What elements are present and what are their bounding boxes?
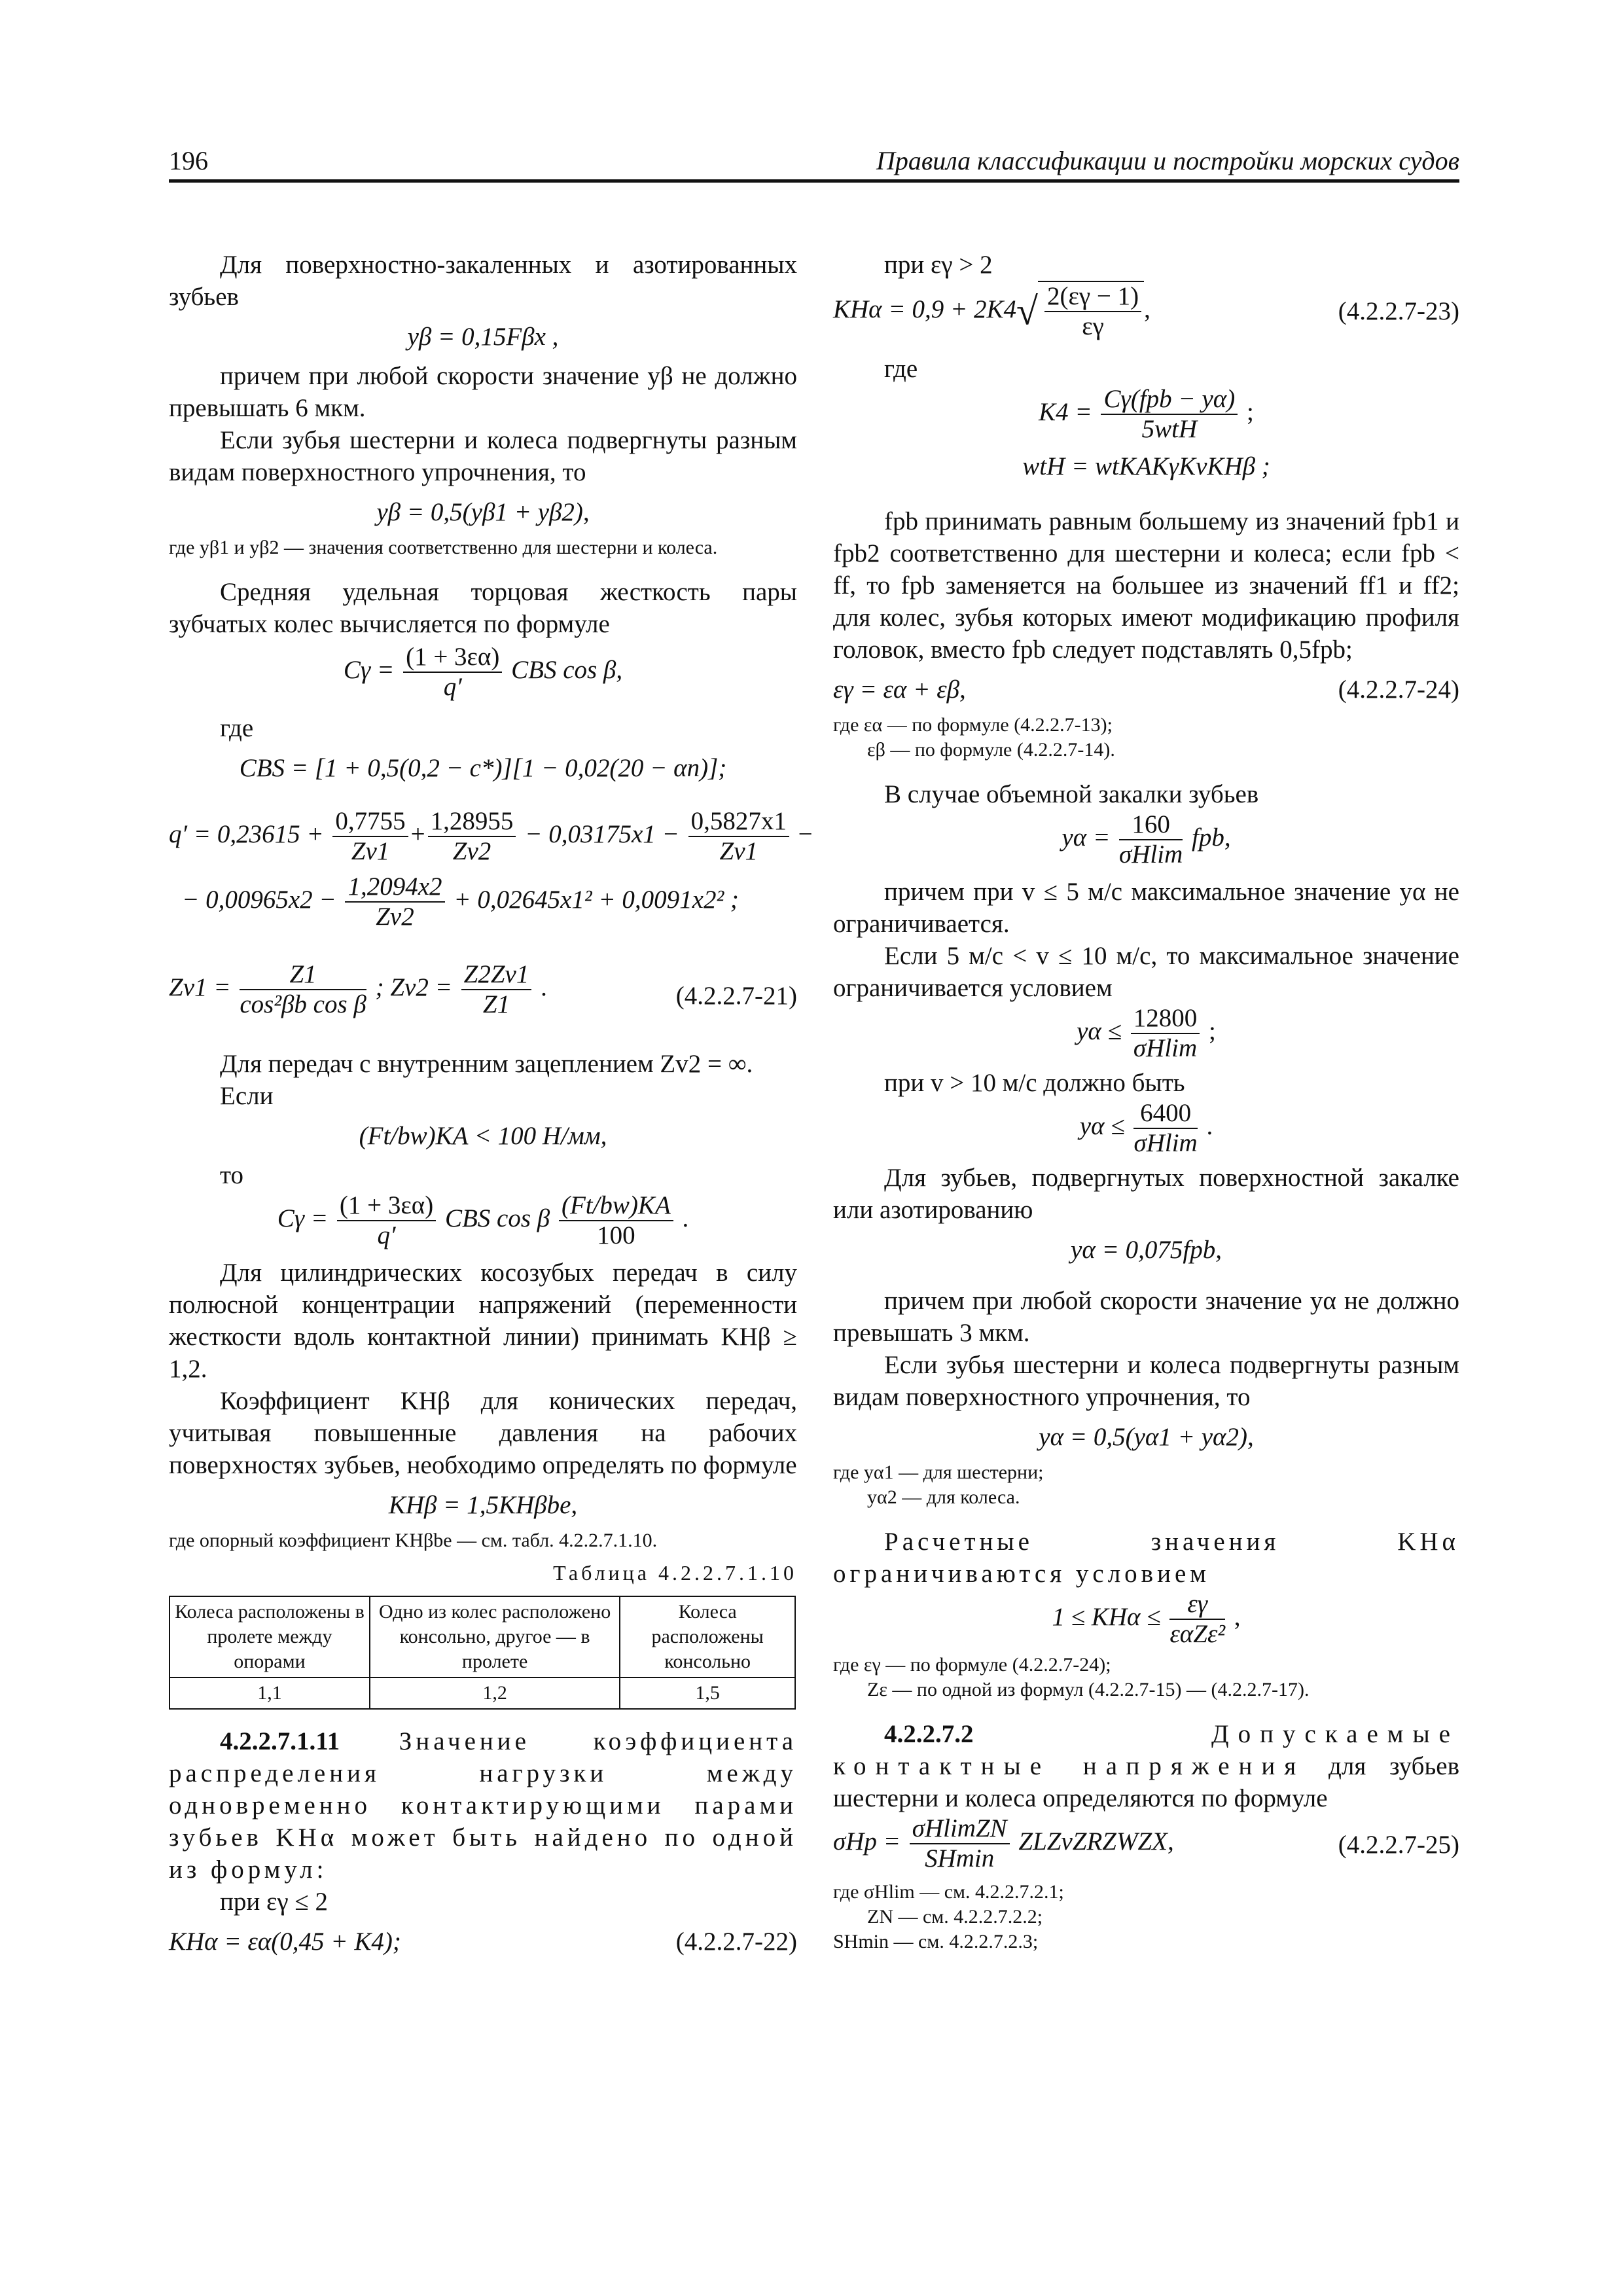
section-paragraph: 4.2.2.7.1.11 Значение коэффициента распределения нагрузки между одновременно контактирующими парами зубьев KHα может быть найдено по одной из формул: [169, 1727, 797, 1884]
where-note: где yβ1 и yβ2 — значения соответственно для шестерни и колеса. [169, 537, 718, 558]
table-header-cell: Колеса расположены консольно [620, 1596, 795, 1677]
table-header-cell: Колеса расположены в пролете между опорами [169, 1596, 370, 1677]
table-header-row [169, 1596, 795, 1677]
formula: 1 ≤ KHα ≤ εγ εαZε² , [1052, 1590, 1241, 1648]
paragraph: Средняя удельная торцовая жесткость пары зубчатых колес вычисляется по формуле [169, 578, 797, 638]
formula: εγ = εα + εβ, (4.2.2.7-24) [833, 666, 1459, 713]
equation-number: (4.2.2.7-21) [675, 982, 797, 1010]
paragraph: fpb принимать равным большему из значений fpb1 и fpb2 соответственно для шестерни и колеса; если fpb < ff, то fpb заменяется на большее из значений ff1 и ff2; для колес, зубья которых имеют модификацию профиля головок, вместо fpb следует подставлять 0,5fpb; [833, 507, 1459, 664]
formula: yβ = 0,15Fβx , [407, 323, 559, 351]
formula: yα = $\frac{160}{\sigma Hlim}$ fpb, [1061, 810, 1231, 869]
section-title: Допускаемые контактные напряжения [833, 1720, 1459, 1780]
formula: wtH = wtKAKγKvKHβ ; [1022, 452, 1270, 480]
formula: σHp = σHlimZN SHmin ZLZvZRZWZX, (4.2.2.7-25) [833, 1814, 1459, 1873]
fraction: εγ εαZε² [1169, 1590, 1226, 1648]
fraction: $\frac{0,5827x1}{Zv1}$ [688, 807, 789, 866]
formula: Cγ = $\frac{(1 + 3\varepsilon\alpha)}{q'}$ CBS cos β, [343, 643, 623, 701]
where-note: где εα — по формуле (4.2.2.7-13); εβ — по формуле (4.2.2.7-14). [833, 714, 1115, 761]
left-column [169, 249, 813, 1965]
formula: KHα = 0,9 + 2K4√ $\frac{2(\varepsilon\gamma - 1)}{\varepsilon\gamma}$ , (4.2.2.7-23) [833, 282, 1459, 340]
formula: KHα = εα(0,45 + K4); (4.2.2.7-22) [169, 1918, 797, 1965]
paragraph: В случае объемной закалки зубьев [884, 780, 1259, 808]
paragraph: Коэффициент KHβ для конических передач, учитывая повышенные давления на рабочих поверхностях зубьев, необходимо определять по формуле [169, 1387, 797, 1479]
fraction: $\frac{2(\varepsilon\gamma - 1)}{\varepsilon\gamma}$ [1044, 282, 1141, 341]
formula: yα = 0,075fpb, [1071, 1236, 1222, 1264]
formula: q′ = 0,23615 + $\frac{0,7755}{Zv1}$ + $\frac{1,28955}{Zv2}$ − 0,03175x1 − $\frac{0,5827x1}{Zv1}$ − [169, 807, 813, 865]
equation-number: (4.2.2.7-22) [675, 1928, 797, 1956]
table-cell: 1,1 [169, 1677, 370, 1709]
where-note: где σHlim — см. 4.2.2.7.2.1; ZN — см. 4.2.2.7.2.2; SHmin — см. 4.2.2.7.2.3; [833, 1881, 1064, 1952]
section-number: 4.2.2.7.1.11 [220, 1727, 340, 1755]
formula: yβ = 0,5(yβ1 + yβ2), [376, 498, 590, 526]
table-row [169, 1677, 795, 1709]
paragraph: Если зубья шестерни и колеса подвергнуты разным видам поверхностного упрочнения, то [833, 1351, 1459, 1411]
fraction: $\frac{1,2094x2}{Zv2}$ [345, 872, 444, 931]
formula: (Ft/bw)KA < 100 Н/мм, [359, 1122, 607, 1150]
paragraph: при v > 10 м/с должно быть [884, 1069, 1185, 1097]
formula: Zv1 = $\frac{Z1}{\text{cos²βb cos β}}$ ; Zv2 = $\frac{Z2Zv1}{Z1}$ . (4.2.2.7-21) [169, 960, 797, 1018]
coefficient-table [169, 1596, 796, 1710]
page-header [169, 145, 1459, 183]
table-caption: Таблица 4.2.2.7.1.10 [553, 1561, 797, 1585]
formula: K4 = Cγ(fpb − yα) 5wtH ; [1039, 385, 1254, 443]
fraction: $\frac{6400}{\sigma Hlim}$ [1133, 1099, 1198, 1157]
paragraph: где [884, 355, 918, 383]
paragraph: то [220, 1161, 244, 1189]
paragraph: при εγ ≤ 2 [220, 1888, 329, 1916]
fraction: $\frac{(Ft/bw)KA}{100}$ [559, 1191, 673, 1250]
paragraph: Если [220, 1082, 274, 1110]
page-number: 196 [169, 146, 208, 175]
right-column [833, 249, 1459, 1954]
equation-number: (4.2.2.7-25) [1338, 1831, 1459, 1859]
fraction: σHlimZN SHmin [910, 1814, 1010, 1873]
formula: KHβ = 1,5KHβbe, [388, 1491, 578, 1519]
equation-number: (4.2.2.7-23) [1338, 297, 1459, 325]
section-number: 4.2.2.7.2 [884, 1720, 974, 1748]
table-cell: 1,5 [620, 1677, 795, 1709]
fraction: $\frac{160}{\sigma Hlim}$ [1119, 810, 1183, 869]
fraction: $\frac{Z1}{\text{cos²βb cos β}}$ [240, 960, 366, 1018]
paragraph: Если 5 м/с < v ≤ 10 м/с, то максимальное значение ограничивается условием [833, 942, 1459, 1002]
formula: yα = 0,5(yα1 + yα2), [1039, 1423, 1254, 1451]
where-note: где опорный коэффициент KHβbe — см. табл. 4.2.2.7.1.10. [169, 1530, 658, 1551]
formula: − 0,00965x2 − $\frac{1,2094x2}{Zv2}$ + 0,02645x1² + 0,0091x2² ; [182, 872, 739, 931]
paragraph: Если зубья шестерни и колеса подвергнуты разным видам поверхностного упрочнения, то [169, 426, 797, 486]
formula: yα ≤ $\frac{6400}{\sigma Hlim}$ . [1079, 1099, 1213, 1157]
paragraph: Для зубьев, подвергнутых поверхностной закалке или азотированию [833, 1164, 1459, 1224]
paragraph: где [220, 714, 254, 742]
paragraph: причем при v ≤ 5 м/с максимальное значение yα не ограничивается. [833, 878, 1459, 938]
formula: Cγ = $\frac{(1 + 3\varepsilon\alpha)}{q'}$ CBS cos β $\frac{(Ft/bw)KA}{100}$ . [277, 1191, 689, 1249]
formula: yα ≤ $\frac{12800}{\sigma Hlim}$ ; [1077, 1004, 1216, 1062]
paragraph: Для цилиндрических косозубых передач в силу полюсной концентрации напряжений (переменности жесткости вдоль контактной линии) принимать KHβ ≥ 1,2. [169, 1259, 797, 1383]
fraction: $\frac{12800}{\sigma Hlim}$ [1131, 1004, 1200, 1063]
paragraph: Для поверхностно-закаленных и азотированных зубьев [169, 251, 797, 311]
fraction: $\frac{(1 + 3\varepsilon\alpha)}{q'}$ [337, 1191, 436, 1250]
running-title: Правила классификации и постройки морских судов [876, 146, 1459, 175]
paragraph: причем при любой скорости значение yβ не должно превышать 6 мкм. [169, 362, 797, 422]
paragraph: причем при любой скорости значение yα не должно превышать 3 мкм. [833, 1287, 1459, 1347]
section-paragraph: 4.2.2.7.2 Допускаемые контактные напряжения для зубьев шестерни и колеса определяются по формуле [833, 1720, 1459, 1812]
fraction: $\frac{(1 + 3\varepsilon\alpha)}{q'}$ [403, 643, 502, 702]
table-header-cell: Одно из колес расположено консольно, другое — в пролете [370, 1596, 620, 1677]
formula: CBS = [1 + 0,5(0,2 − c*)][1 − 0,02(20 − αn)]; [239, 754, 727, 782]
paragraph: при εγ > 2 [884, 251, 993, 279]
equation-number: (4.2.2.7-24) [1338, 675, 1459, 704]
where-note: где εγ — по формуле (4.2.2.7-24); Zε — по одной из формул (4.2.2.7-15) — (4.2.2.7-17). [833, 1654, 1310, 1700]
where-note: где yα1 — для шестерни; yα2 — для колеса. [833, 1462, 1044, 1508]
fraction: $\frac{Z2Zv1}{Z1}$ [461, 960, 532, 1019]
fraction: Cγ(fpb − yα) 5wtH [1101, 385, 1238, 444]
fraction: $\frac{0,7755}{Zv1}$ [332, 807, 408, 866]
paragraph: Расчетные значения KHα ограничиваются условием [833, 1528, 1459, 1588]
fraction: $\frac{1,28955}{Zv2}$ [428, 807, 516, 866]
table-cell: 1,2 [370, 1677, 620, 1709]
paragraph: Для передач с внутренним зацеплением Zv2 = ∞. [220, 1050, 753, 1078]
